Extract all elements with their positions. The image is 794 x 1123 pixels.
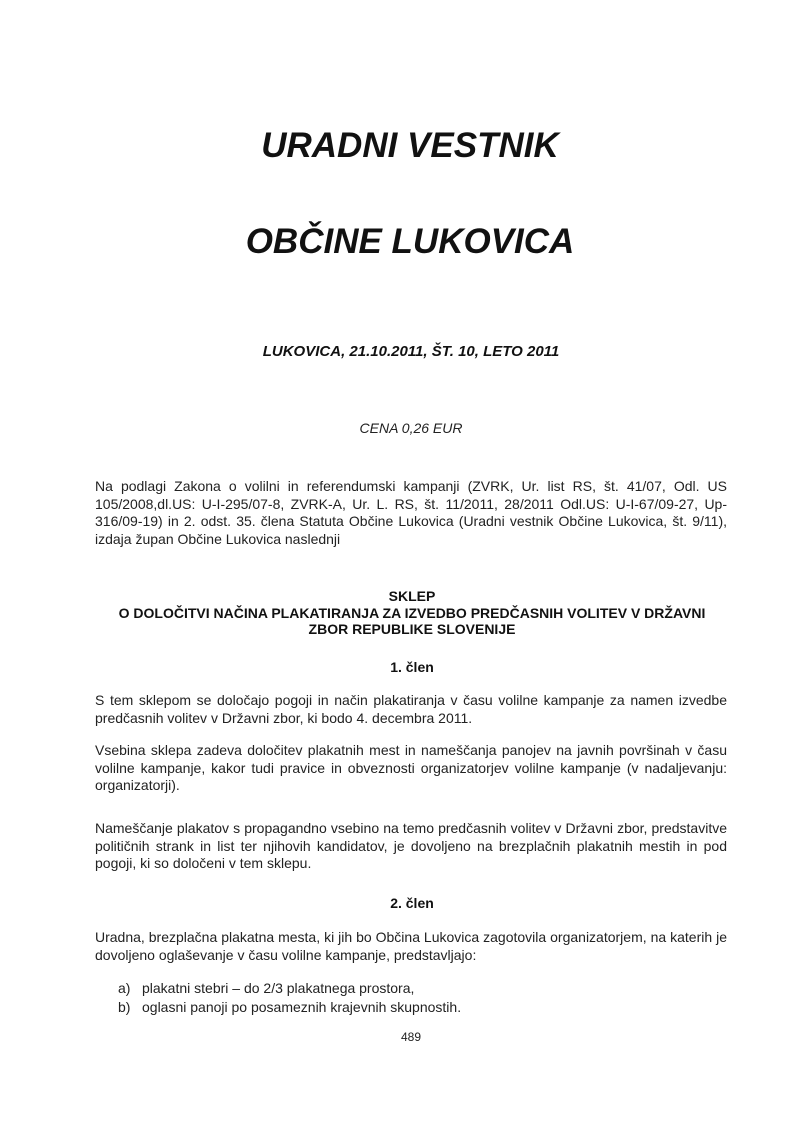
decision-heading [95, 588, 729, 638]
gazette-title: URADNI VESTNIK [261, 126, 559, 165]
article-1-paragraph-2: Vsebina sklepa zadeva določitev plakatnih mest in nameščanja panojev na javnih površinah v času volilne kampanje, kakor tudi pravice in obveznosti organizatorjev volilne kampanje (v nadaljevanju: organizatorji). [95, 742, 727, 793]
list-item [118, 998, 461, 1017]
intro-paragraph: Na podlagi Zakona o volilni in referendumski kampanji (ZVRK, Ur. list RS, št. 41/07, Odl. US 105/2008,dl.US: U-I-295/07-8, ZVRK-A, Ur. L. RS, št. 11/2011, 28/2011 Odl.US: U-I-67/09-27, Up-316/09-19) in 2. odst. 35. člena Statuta Občine Lukovica (Uradni vestnik Občine Lukovica, št. 9/11), izdaja župan Občine Lukovica naslednji [95, 478, 727, 547]
list-item [118, 979, 461, 998]
list-item-text: oglasni panoji po posameznih krajevnih skupnostih. [142, 999, 462, 1015]
list-item-text: plakatni stebri – do 2/3 plakatnega prostora, [142, 980, 415, 996]
list-item-marker: b) [118, 999, 131, 1015]
article-2-heading: 2. člen [390, 895, 434, 911]
decision-heading-line-2: O DOLOČITVI NAČINA PLAKATIRANJA ZA IZVEDBO PREDČASNIH VOLITEV V DRŽAVNI [118, 604, 706, 621]
article-2-paragraph-1: Uradna, brezplačna plakatna mesta, ki jih bo Občina Lukovica zagotovila organizatorjem, na katerih je dovoljeno oglaševanje v času volilne kampanje, predstavljajo: [95, 929, 727, 963]
decision-heading-line-1: SKLEP [388, 588, 436, 604]
decision-heading-line-3: ZBOR REPUBLIKE SLOVENIJE [308, 621, 516, 637]
page-number: 489 [400, 1030, 422, 1044]
article-1-paragraph-3: Nameščanje plakatov s propagandno vsebino na temo predčasnih volitev v Državni zbor, predstavitve političnih strank in list ter njihovih kandidatov, je dovoljeno na brezplačnih plakatnih mestih in pod pogoji, ki so določeni v tem sklepu. [95, 820, 727, 871]
billboard-list [118, 979, 461, 1017]
issue-info: LUKOVICA, 21.10.2011, ŠT. 10, LETO 2011 [262, 343, 560, 360]
list-item-marker: a) [118, 980, 131, 996]
article-1-paragraph-1: S tem sklepom se določajo pogoji in način plakatiranja v času volilne kampanje za namen izvedbe predčasnih volitev v Državni zbor, ki bodo 4. decembra 2011. [95, 692, 727, 726]
price-label: CENA 0,26 EUR [359, 420, 463, 436]
municipality-title: OBČINE LUKOVICA [245, 222, 575, 261]
article-1-heading: 1. člen [390, 659, 434, 675]
